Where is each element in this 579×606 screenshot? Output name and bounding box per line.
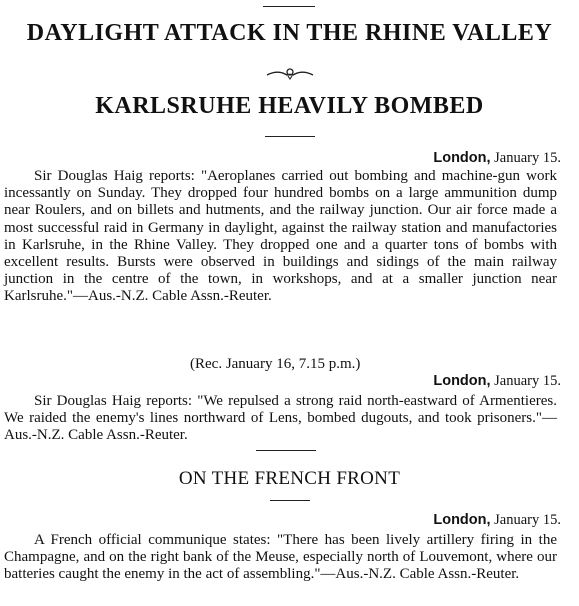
top-rule xyxy=(263,6,315,7)
scroll-ornament-icon xyxy=(0,66,579,80)
section-heading: ON THE FRENCH FRONT xyxy=(178,468,401,489)
dateline-3 xyxy=(433,512,561,529)
received-note: (Rec. January 16, 7.15 p.m.) xyxy=(190,356,361,372)
dateline-date: January 15. xyxy=(494,150,561,166)
dateline-2 xyxy=(433,373,561,390)
dateline-date: January 15. xyxy=(494,512,561,528)
dateline-date: January 15. xyxy=(494,373,561,389)
headline: DAYLIGHT ATTACK IN THE RHINE VALLEY xyxy=(26,20,553,46)
dispatch-body-3: A French official communique states: "There has been lively artillery firing in the Champagne, and on the right bank of the Meuse, especially north of Louvemont, where our batteries caught the enemy in the act of assembling."—Aus.-N.Z. Cable Assn.-Reuter. xyxy=(4,532,557,583)
dispatch-body-1: Sir Douglas Haig reports: "Aeroplanes carried out bombing and machine-gun work incessantly on Sunday. They dropped four hundred bombs on a large ammunition dump near Roulers, and on billets and hutments, and the railway junction. Our air force made a most successful raid in Germany in daylight, against the railway station and manufactories in Karlsruhe, in the Rhine Valley. They dropped one and a quarter tons of bombs with excellent results. Bursts were observed in buildings and sidings of the main railway junction in the centre of the town, in workshops, and at a smaller junction near Karlsruhe."—Aus.-N.Z. Cable Assn.-Reuter. xyxy=(4,168,557,305)
dateline-1 xyxy=(433,150,561,167)
section-rule-2 xyxy=(256,450,316,451)
section-rule-1 xyxy=(265,136,315,137)
dispatch-body-2: Sir Douglas Haig reports: "We repulsed a strong raid north-eastward of Armentieres. We raided the enemy's lines northward of Lens, bombed dugouts, and took prisoners."—Aus.-N.Z. Cable Assn.-Reuter. xyxy=(4,393,557,444)
dateline-place: London, xyxy=(433,150,491,166)
dateline-place: London, xyxy=(433,512,491,528)
dateline-place: London, xyxy=(433,373,491,389)
subheadline: KARLSRUHE HEAVILY BOMBED xyxy=(95,93,484,119)
section-rule-3 xyxy=(270,500,310,501)
